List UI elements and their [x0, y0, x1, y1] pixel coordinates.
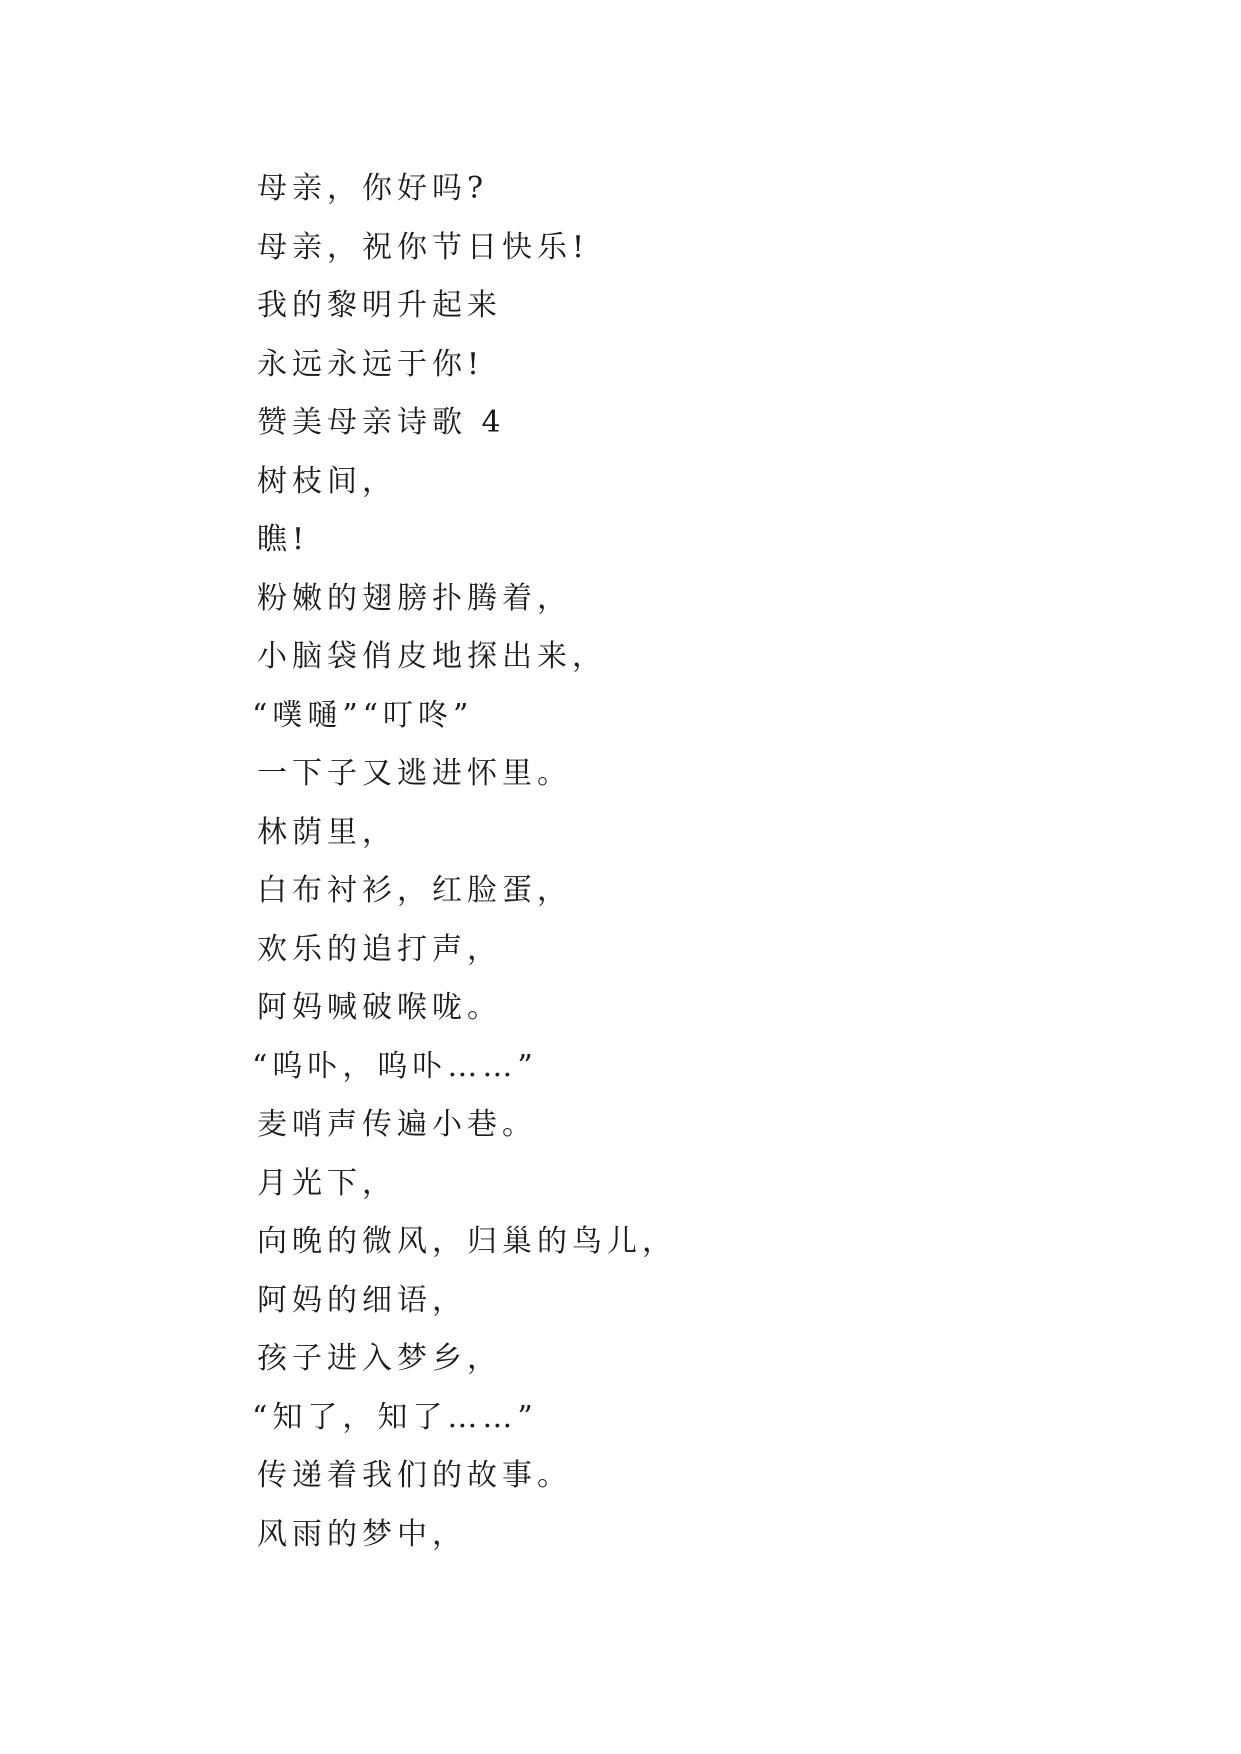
poem-line: 瞧!: [257, 522, 310, 557]
poem-line: 欢乐的追打声，: [257, 931, 502, 967]
poem-line: 小脑袋俏皮地探出来，: [257, 639, 607, 674]
poem-line: “知了，知了……”: [252, 1399, 538, 1435]
poem-line: 向晚的微风，归巢的鸟儿，: [257, 1224, 677, 1259]
poem-line: 我的黎明升起来: [257, 288, 502, 323]
poem-line: 树枝间，: [257, 463, 397, 499]
poem-line: 一下子又逃进怀里。: [257, 756, 572, 791]
poem-line: 传递着我们的故事。: [257, 1458, 572, 1493]
poem-line: 白布衬衫，红脸蛋，: [257, 873, 572, 908]
poem-line: 永远永远于你!: [257, 346, 485, 382]
poem-body: [252, 160, 677, 1564]
poem-line: 风雨的梦中，: [257, 1516, 467, 1552]
poem-line: 麦哨声传遍小巷。: [257, 1107, 537, 1142]
poem-line: 孩子进入梦乡，: [257, 1341, 502, 1376]
poem-line: “噗嗵”“叮咚”: [252, 697, 474, 733]
poem-line: 阿妈的细语，: [257, 1282, 467, 1318]
section-heading: 赞美母亲诗歌 4: [257, 405, 506, 440]
poem-line: 阿妈喊破喉咙。: [257, 990, 502, 1025]
poem-line: “呜卟，呜卟……”: [252, 1048, 538, 1084]
poem-line: 林荫里，: [257, 814, 397, 850]
poem-line: 母亲，你好吗?: [257, 171, 489, 206]
poem-line: 母亲，祝你节日快乐!: [257, 229, 590, 265]
poem-line: 月光下，: [257, 1165, 397, 1201]
poem-line: 粉嫩的翅膀扑腾着，: [257, 580, 572, 616]
